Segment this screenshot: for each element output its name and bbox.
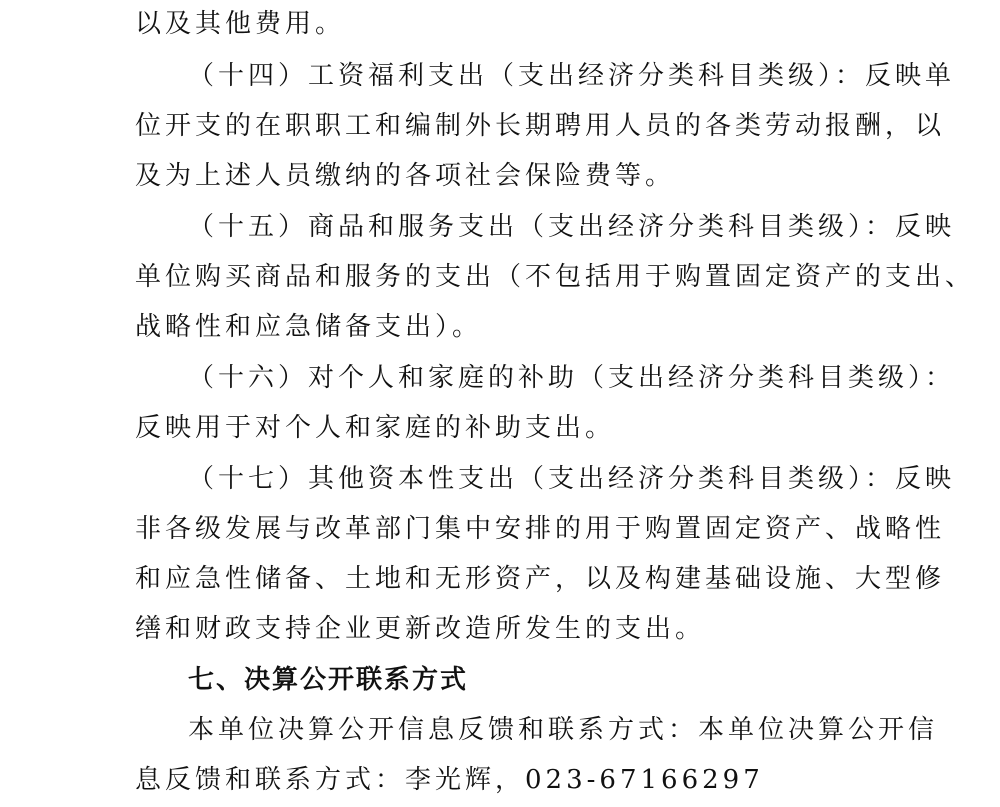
paragraph-line: 位开支的在职职工和编制外长期聘用人员的各类劳动报酬，以	[135, 111, 946, 141]
item-16-title-line: （十六）对个人和家庭的补助（支出经济分类科目类级）：	[188, 363, 956, 393]
paragraph-line: 缮和财政支持企业更新改造所发生的支出。	[135, 614, 706, 644]
paragraph-line: 和应急性储备、土地和无形资产，以及构建基础设施、大型修	[135, 564, 946, 594]
item-15-title-line: （十五）商品和服务支出（支出经济分类科目类级）：反映	[188, 212, 956, 242]
paragraph-line: 非各级发展与改革部门集中安排的用于购置固定资产、战略性	[135, 514, 946, 544]
contact-line: 本单位决算公开信息反馈和联系方式：本单位决算公开信	[188, 715, 939, 745]
item-14-title-line: （十四）工资福利支出（支出经济分类科目类级）：反映单	[188, 61, 956, 91]
item-17-title-line: （十七）其他资本性支出（支出经济分类科目类级）：反映	[188, 464, 956, 494]
paragraph-line: 单位购买商品和服务的支出（不包括用于购置固定资产的支出、	[135, 262, 976, 292]
paragraph-line: 反映用于对个人和家庭的补助支出。	[135, 413, 616, 443]
contact-line: 息反馈和联系方式：李光辉，023-67166297	[135, 765, 764, 795]
paragraph-line: 以及其他费用。	[135, 9, 346, 39]
paragraph-line: 战略性和应急储备支出）。	[135, 312, 483, 342]
paragraph-line: 及为上述人员缴纳的各项社会保险费等。	[135, 161, 676, 191]
section-heading: 七、决算公开联系方式	[188, 665, 469, 695]
